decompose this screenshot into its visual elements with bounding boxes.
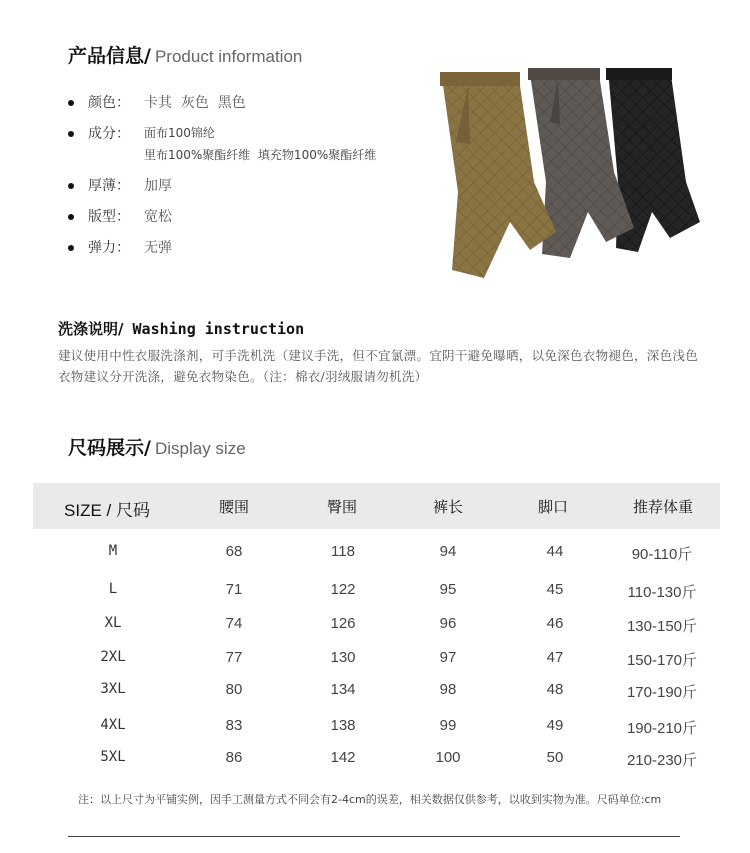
size-note: 注：以上尺寸为平铺实例，因手工测量方式不同会有2-4cm的误差，相关数据仅供参考，以收到实物为准。尺码单位:cm [78, 793, 662, 806]
cell-weight: 210-230斤 [626, 752, 698, 769]
cell-weight: 90-110斤 [631, 546, 693, 563]
cell-size: M [108, 543, 118, 559]
cell-hem: 48 [546, 681, 564, 698]
washing-title-en: Washing instruction [123, 320, 305, 338]
divider [68, 836, 680, 837]
spec-label: 颜色： [88, 95, 130, 111]
cell-length: 97 [439, 649, 457, 666]
bullet-icon [68, 131, 74, 137]
product-info-title [68, 41, 302, 68]
spec-label: 弹力： [88, 240, 130, 256]
cell-weight: 150-170斤 [626, 652, 698, 669]
spec-label: 厚薄： [88, 178, 130, 194]
cell-waist: 68 [225, 543, 243, 560]
header-length: 裤长 [432, 498, 464, 516]
spec-value: 加厚 [144, 178, 172, 194]
product-photo [438, 62, 702, 284]
cell-size: XL [104, 615, 122, 631]
cell-hip: 138 [330, 717, 356, 734]
product-info-title-en: Product information [154, 47, 303, 66]
table-row [33, 615, 720, 639]
cell-waist: 86 [225, 749, 243, 766]
cell-hem: 46 [546, 615, 564, 632]
spec-label: 成分： [88, 126, 130, 142]
cell-waist: 83 [225, 717, 243, 734]
cell-size: L [108, 581, 118, 597]
bullet-icon [68, 214, 74, 220]
size-table [33, 483, 720, 769]
spec-value: 卡其 灰色 黑色 [144, 95, 246, 111]
cell-weight: 190-210斤 [626, 720, 698, 737]
cell-size: 2XL [100, 649, 126, 665]
cell-weight: 170-190斤 [626, 684, 698, 701]
spec-elasticity [68, 237, 408, 268]
cell-waist: 80 [225, 681, 243, 698]
cell-hip: 122 [330, 581, 356, 598]
cell-size: 3XL [100, 681, 126, 697]
table-row [33, 649, 720, 673]
cell-length: 98 [439, 681, 457, 698]
cell-hip: 118 [331, 543, 355, 560]
cell-weight: 130-150斤 [626, 618, 698, 635]
table-row [33, 717, 720, 741]
cell-hip: 134 [330, 681, 356, 698]
cell-length: 96 [439, 615, 457, 632]
cell-hip: 130 [330, 649, 356, 666]
bullet-icon [68, 245, 74, 251]
washing-title [58, 318, 304, 339]
spec-composition [68, 123, 408, 175]
cell-size: 4XL [100, 717, 126, 733]
size-title-cn: 尺码展示/ [68, 437, 151, 459]
cell-size: 5XL [100, 749, 126, 765]
bullet-icon [68, 183, 74, 189]
cell-hip: 126 [330, 615, 356, 632]
cell-hem: 49 [546, 717, 564, 734]
washing-text: 建议使用中性衣服洗涤剂，可手洗机洗（建议手洗，但不宜氯漂。宜阴干避免曝晒，以免深色衣物褪色，深色浅色衣物建议分开洗涤，避免衣物染色。（注：棉衣/羽绒服请勿机洗） [58, 348, 699, 384]
spec-label: 版型： [88, 209, 130, 225]
header-size: SIZE / 尺码 [64, 501, 150, 520]
spec-thickness [68, 175, 408, 206]
header-hip: 臀围 [326, 498, 358, 516]
bullet-icon [68, 100, 74, 106]
cell-length: 95 [439, 581, 457, 598]
cell-waist: 77 [225, 649, 243, 666]
spec-list [68, 92, 408, 268]
spec-value-line: 面布100锦纶 [144, 126, 215, 140]
size-table-header [33, 483, 720, 529]
cell-hem: 50 [546, 749, 564, 766]
cell-weight: 110-130斤 [627, 584, 697, 601]
table-row [33, 581, 720, 605]
cell-length: 100 [435, 749, 461, 766]
header-hem: 脚口 [537, 498, 569, 516]
table-row [33, 543, 720, 567]
spec-value-line: 里布100%聚酯纤维 填充物100%聚酯纤维 [144, 148, 377, 162]
table-row [33, 749, 720, 773]
header-weight: 推荐体重 [632, 498, 694, 516]
size-title [68, 433, 246, 460]
spec-value: 宽松 [144, 209, 172, 225]
cell-hip: 142 [330, 749, 356, 766]
product-info-title-cn: 产品信息/ [68, 45, 151, 67]
cell-waist: 74 [225, 615, 243, 632]
cell-hem: 44 [546, 543, 564, 560]
spec-color [68, 92, 408, 123]
cell-waist: 71 [225, 581, 243, 598]
cell-length: 94 [439, 543, 457, 560]
size-title-en: Display size [154, 439, 246, 458]
cell-hem: 45 [546, 581, 564, 598]
washing-title-cn: 洗涤说明/ [58, 320, 124, 338]
spec-fit [68, 206, 408, 237]
cell-length: 99 [439, 717, 457, 734]
header-waist: 腰围 [218, 498, 250, 516]
table-row [33, 681, 720, 705]
cell-hem: 47 [546, 649, 564, 666]
spec-value: 无弹 [144, 240, 172, 256]
